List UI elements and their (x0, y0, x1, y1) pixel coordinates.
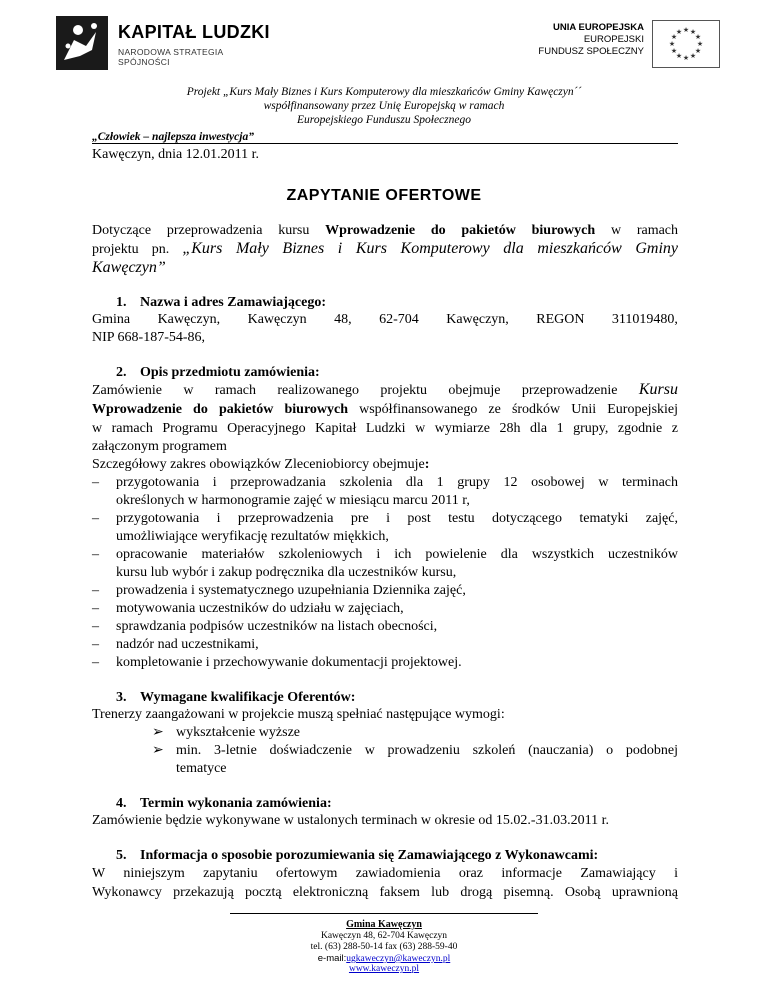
footer-address: Kawęczyn 48, 62-704 Kawęczyn (320, 931, 448, 941)
footer-name (0, 919, 768, 931)
s1-address-line (92, 311, 678, 328)
requirement-item: min. 3-letnie doświadczenie w prowadzeniu szkoleń (nauczania) o podobnej (176, 743, 678, 758)
header-rule (92, 143, 678, 144)
addr-word: Kawęczyn, (446, 312, 509, 327)
footer-www-link[interactable]: www.kaweczyn.pl (348, 964, 420, 974)
svg-text:★: ★ (675, 52, 683, 60)
logo-left-subtitle: NARODOWA STRATEGIA SPÓJNOŚCI (118, 47, 224, 67)
logo-right-line3: FUNDUSZ SPOŁECZNY (538, 46, 644, 57)
list-item: sprawdzania podpisów uczestników na listach obecności, (116, 619, 438, 634)
project-name-end: Kawęczyn” (92, 259, 166, 276)
svg-text:★: ★ (694, 33, 702, 41)
list-item-cont: umożliwiające weryfikację rezultatów miękkich, (116, 529, 389, 544)
svg-text:★: ★ (689, 52, 697, 60)
list-item-cont: określonych w harmonogramie zajęć w miesiącu marcu 2011 r, (116, 493, 470, 508)
s2-kurs: Kursu (638, 381, 678, 398)
intro-text-end: w ramach (610, 223, 679, 238)
section-title: Termin wykonania zamówienia: (140, 796, 332, 811)
slogan: „Człowiek – najlepsza inwestycja” (92, 131, 254, 143)
addr-word: Kawęczyn (247, 312, 307, 327)
footer-org: Gmina Kawęczyn (346, 919, 422, 930)
intro-project-label: projektu pn. (92, 242, 170, 257)
list-item: przygotowania i przeprowadzania szkolenia dla 1 grupy 12 osobowej w terminach (116, 475, 678, 490)
section-number: 1. (116, 295, 127, 310)
s2-text: Szczegółowy zakres obowiązków Zleceniobiorcy obejmuje (92, 457, 425, 472)
requirement-item-cont: tematyce (176, 761, 227, 776)
s2-colon: : (424, 457, 430, 472)
list-bullet: – (92, 583, 99, 598)
list-bullet: – (92, 655, 99, 670)
kapital-ludzki-logo (56, 14, 276, 74)
s2-text: współfinansowanego ze środków Unii Europejskiej (359, 402, 679, 417)
project-line-1: Projekt „Kurs Mały Biznes i Kurs Komputerowy dla mieszkańców Gminy Kawęczyn´´ (186, 86, 582, 98)
arrow-bullet-icon: ➢ (152, 743, 164, 758)
list-item: przygotowania i przeprowadzenia pre i post testu dotyczącego tematyki zajęć, (116, 511, 678, 526)
footer-phone: tel. (63) 288-50-14 fax (63) 288-59-40 (310, 942, 458, 952)
section-title: Nazwa i adres Zamawiającego: (140, 295, 326, 310)
logo-left-title: KAPITAŁ LUDZKI (118, 22, 270, 42)
section-1-heading (116, 295, 326, 311)
s2-line-1 (92, 381, 678, 399)
eu-logo (520, 18, 720, 78)
s3-line-1: Trenerzy zaangażowani w projekcie muszą spełniać następujące wymogi: (92, 707, 505, 722)
section-number: 4. (116, 796, 127, 811)
svg-text:★: ★ (689, 28, 697, 36)
list-item: opracowanie materiałów szkoleniowych i ich powielenie dla wszystkich uczestników (116, 547, 678, 562)
requirement-item: wykształcenie wyższe (176, 725, 300, 740)
s5-line-1: W niniejszym zapytaniu ofertowym zawiadomienia oraz informacje Zamawiający i (92, 866, 678, 881)
list-bullet: – (92, 619, 99, 634)
addr-word: Gmina (92, 312, 131, 327)
s2-line-4: załączonym programem (92, 439, 227, 454)
footer-email-link[interactable]: ugkaweczyn@kaweczyn.pl (346, 954, 451, 964)
footer-email-label: e-mail: (317, 953, 347, 964)
section-number: 3. (116, 690, 127, 705)
addr-word: Kawęczyn, (157, 312, 221, 327)
section-3-heading (116, 690, 355, 706)
s2-line-2 (92, 401, 678, 418)
s4-line-1: Zamówienie będzie wykonywane w ustalonych terminach w okresie od 15.02.-31.03.2011 r. (92, 813, 609, 828)
svg-text:★: ★ (670, 47, 678, 55)
course-name: Wprowadzenie do pakietów biurowych (92, 402, 349, 417)
svg-text:★: ★ (670, 33, 678, 41)
section-number: 5. (116, 848, 127, 863)
kapital-ludzki-emblem-icon (56, 16, 108, 70)
list-item: motywowania uczestników do udziału w zajęciach, (116, 601, 404, 616)
footer-rule (230, 913, 538, 914)
list-item: nadzór nad uczestnikami, (116, 637, 259, 652)
svg-text:★: ★ (694, 47, 702, 55)
eu-flag-icon (652, 20, 720, 68)
s2-text: Zamówienie w ramach realizowanego projektu obejmuje przeprowadzenie (92, 383, 618, 398)
svg-text:★: ★ (682, 54, 690, 62)
place-date: Kawęczyn, dnia 12.01.2011 r. (92, 147, 260, 162)
footer-www-line (0, 964, 768, 975)
section-title: Informacja o sposobie porozumiewania się Zamawiającego z Wykonawcami: (140, 848, 599, 863)
section-title: Wymagane kwalifikacje Oferentów: (140, 690, 356, 705)
list-bullet: – (92, 475, 99, 490)
svg-text:★: ★ (696, 40, 704, 48)
intro-text: Dotyczące przeprowadzenia kursu (92, 223, 310, 238)
logo-right-line1: UNIA EUROPEJSKA (553, 22, 644, 33)
project-line-2: współfinansowany przez Unię Europejską w ramach (263, 100, 505, 112)
list-bullet: – (92, 511, 99, 526)
addr-word: 48, (334, 312, 352, 327)
section-5-heading (116, 848, 598, 864)
list-item: kompletowanie i przechowywanie dokumentacji projektowej. (116, 655, 462, 670)
section-2-heading (116, 365, 320, 381)
list-bullet: – (92, 601, 99, 616)
arrow-bullet-icon: ➢ (152, 725, 164, 740)
intro-line-2 (92, 240, 678, 258)
intro-line-1 (92, 222, 678, 239)
s1-nip: NIP 668-187-54-86, (92, 330, 206, 345)
svg-text:★: ★ (682, 26, 690, 34)
section-number: 2. (116, 365, 127, 380)
intro-line-3 (92, 259, 678, 277)
addr-word: 311019480, (611, 312, 678, 327)
project-name: „Kurs Mały Biznes i Kurs Komputerowy dla mieszkańców Gminy (182, 240, 679, 257)
page-title: ZAPYTANIE OFERTOWE (286, 187, 482, 204)
list-bullet: – (92, 637, 99, 652)
s2-line-5 (92, 456, 678, 473)
svg-text:★: ★ (675, 28, 683, 36)
s5-line-2: Wykonawcy przekazują pocztą elektroniczną faksem lub drogą pisemną. Osobą uprawnioną (92, 885, 678, 900)
list-bullet: – (92, 547, 99, 562)
s2-line-3: w ramach Programu Operacyjnego Kapitał Ludzki w wymiarze 28h dla 1 grupy, zgodnie z (92, 421, 678, 436)
section-title: Opis przedmiotu zamówienia: (140, 365, 320, 380)
list-item: prowadzenia i systematycznego uzupełniania Dziennika zajęć, (116, 583, 466, 598)
course-name: Wprowadzenie do pakietów biurowych (325, 223, 596, 238)
section-4-heading (116, 796, 332, 812)
addr-word: REGON (536, 312, 585, 327)
project-line-3: Europejskiego Funduszu Społecznego (297, 114, 471, 126)
logo-right-line2: EUROPEJSKI (583, 34, 644, 45)
svg-text:★: ★ (668, 40, 676, 48)
list-item-cont: kursu lub wybór i zakup podręcznika dla uczestników kursu, (116, 565, 457, 580)
addr-word: 62-704 (379, 312, 419, 327)
